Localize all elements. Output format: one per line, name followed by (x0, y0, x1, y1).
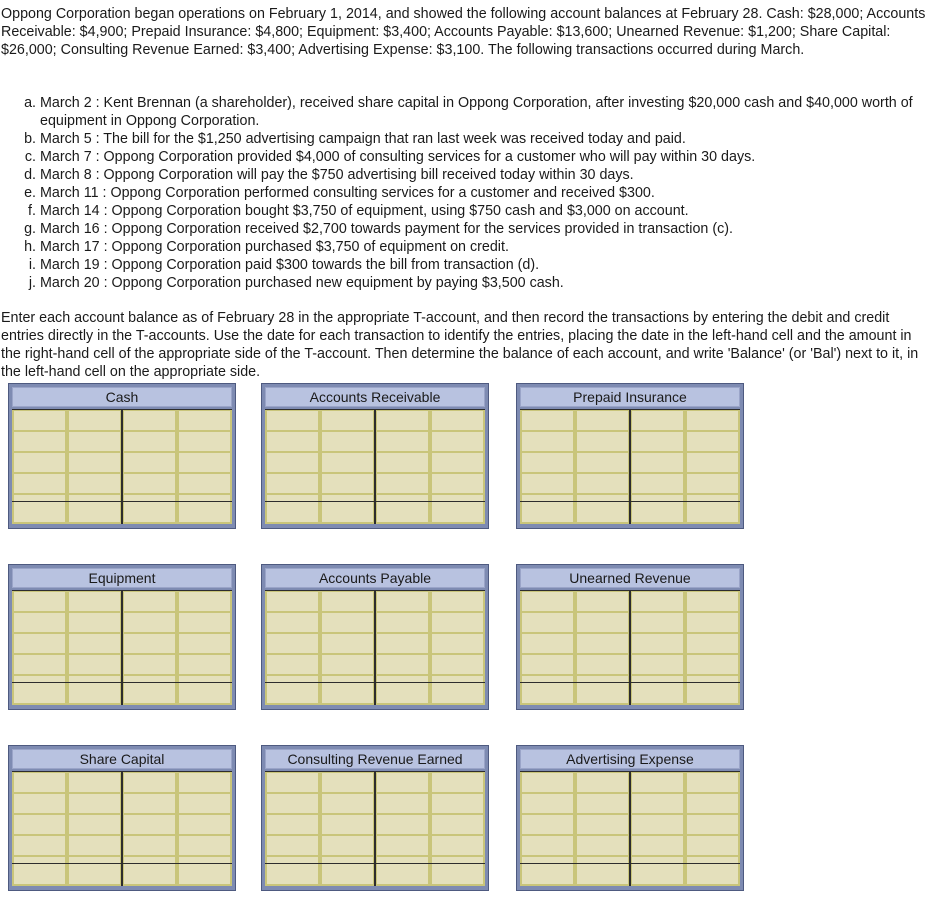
transaction-text: March 11 : Oppong Corporation performed consulting services for a customer and received $300. (40, 185, 655, 201)
entry-cell[interactable] (322, 655, 373, 674)
balance-cell[interactable] (267, 684, 318, 703)
entry-cell[interactable] (687, 453, 738, 472)
t-account-title: Unearned Revenue (520, 568, 740, 588)
entry-cell[interactable] (267, 613, 318, 632)
transaction-text: March 7 : Oppong Corporation provided $4,000 of consulting services for a customer who will pay within 30 days. (40, 149, 756, 165)
entry-cell[interactable] (377, 815, 428, 834)
balance-cell[interactable] (432, 865, 483, 884)
entry-cell[interactable] (377, 634, 428, 653)
entry-cell[interactable] (687, 613, 738, 632)
transaction-item (22, 184, 922, 202)
transaction-item (22, 166, 922, 184)
t-divider (374, 409, 376, 524)
t-account (261, 564, 489, 710)
entry-cell[interactable] (124, 411, 175, 430)
entry-cell[interactable] (267, 411, 318, 430)
entry-cell[interactable] (14, 432, 65, 451)
entry-cell[interactable] (69, 613, 120, 632)
entry-cell[interactable] (179, 655, 230, 674)
t-account-grid (12, 409, 232, 524)
entry-cell[interactable] (687, 411, 738, 430)
transaction-text: March 17 : Oppong Corporation purchased $3,750 of equipment on credit. (40, 239, 509, 255)
entry-cell[interactable] (632, 453, 683, 472)
balance-cell[interactable] (69, 865, 120, 884)
entry-cell[interactable] (687, 773, 738, 792)
entry-cell[interactable] (522, 815, 573, 834)
entry-cell[interactable] (267, 773, 318, 792)
t-divider (629, 590, 631, 705)
transaction-item (22, 238, 922, 256)
transaction-item (22, 94, 922, 130)
transaction-letter: i. (28, 257, 36, 273)
entry-cell[interactable] (522, 411, 573, 430)
transaction-item (22, 274, 922, 292)
transaction-item (22, 148, 922, 166)
entry-cell[interactable] (179, 634, 230, 653)
entry-cell[interactable] (179, 794, 230, 813)
entry-cell[interactable] (432, 655, 483, 674)
balance-cell[interactable] (124, 503, 175, 522)
transaction-text: March 8 : Oppong Corporation will pay the $750 advertising bill received today within 30 days. (40, 167, 634, 183)
entry-cell[interactable] (322, 634, 373, 653)
transaction-letter: c. (24, 149, 36, 165)
entry-cell[interactable] (687, 815, 738, 834)
entry-cell[interactable] (124, 634, 175, 653)
entry-cell[interactable] (124, 592, 175, 611)
balance-cell[interactable] (522, 865, 573, 884)
t-divider (121, 590, 123, 705)
entry-cell[interactable] (124, 815, 175, 834)
balance-cell[interactable] (687, 865, 738, 884)
transaction-letter: e. (24, 185, 36, 201)
entry-cell[interactable] (322, 411, 373, 430)
t-account (516, 745, 744, 891)
balance-cell[interactable] (267, 865, 318, 884)
entry-cell[interactable] (687, 474, 738, 493)
entry-cell[interactable] (577, 794, 628, 813)
t-account (8, 564, 236, 710)
entry-cell[interactable] (377, 655, 428, 674)
t-account-title: Accounts Receivable (265, 387, 485, 407)
entry-cell[interactable] (432, 815, 483, 834)
entry-cell[interactable] (69, 453, 120, 472)
entry-cell[interactable] (267, 453, 318, 472)
entry-cell[interactable] (432, 613, 483, 632)
entry-cell[interactable] (632, 655, 683, 674)
entry-cell[interactable] (687, 432, 738, 451)
entry-cell[interactable] (267, 474, 318, 493)
transaction-letter: f. (28, 203, 36, 219)
entry-cell[interactable] (124, 474, 175, 493)
entry-cell[interactable] (124, 432, 175, 451)
t-account-grid (520, 771, 740, 886)
t-account-title: Accounts Payable (265, 568, 485, 588)
t-account-grid (520, 590, 740, 705)
entry-cell[interactable] (267, 592, 318, 611)
entry-cell[interactable] (377, 453, 428, 472)
entry-cell[interactable] (577, 613, 628, 632)
entry-cell[interactable] (179, 773, 230, 792)
entry-cell[interactable] (632, 474, 683, 493)
balance-cell[interactable] (14, 684, 65, 703)
entry-cell[interactable] (522, 836, 573, 855)
entry-cell[interactable] (14, 613, 65, 632)
entry-cell[interactable] (14, 453, 65, 472)
entry-cell[interactable] (69, 592, 120, 611)
entry-cell[interactable] (687, 634, 738, 653)
balance-cell[interactable] (577, 503, 628, 522)
entry-cell[interactable] (14, 773, 65, 792)
balance-cell[interactable] (632, 865, 683, 884)
entry-cell[interactable] (522, 613, 573, 632)
entry-cell[interactable] (687, 592, 738, 611)
entry-cell[interactable] (322, 432, 373, 451)
balance-cell[interactable] (632, 684, 683, 703)
entry-cell[interactable] (14, 592, 65, 611)
transaction-text: March 2 : Kent Brennan (a shareholder), received share capital in Oppong Corporation, after investing $20,000 cash and $40,000 worth of equipment in Oppong Corporation. (40, 95, 913, 129)
entry-cell[interactable] (69, 773, 120, 792)
balance-cell[interactable] (267, 503, 318, 522)
entry-cell[interactable] (179, 613, 230, 632)
entry-cell[interactable] (267, 655, 318, 674)
balance-cell[interactable] (69, 503, 120, 522)
entry-cell[interactable] (322, 836, 373, 855)
entry-cell[interactable] (577, 836, 628, 855)
t-divider (629, 771, 631, 886)
entry-cell[interactable] (179, 592, 230, 611)
t-account-grid (265, 590, 485, 705)
balance-cell[interactable] (322, 865, 373, 884)
entry-cell[interactable] (632, 432, 683, 451)
t-account-grid (12, 590, 232, 705)
entry-cell[interactable] (267, 634, 318, 653)
entry-cell[interactable] (322, 592, 373, 611)
balance-cell[interactable] (14, 865, 65, 884)
entry-cell[interactable] (432, 794, 483, 813)
entry-cell[interactable] (687, 655, 738, 674)
entry-cell[interactable] (124, 655, 175, 674)
balance-cell[interactable] (432, 684, 483, 703)
entry-cell[interactable] (267, 815, 318, 834)
entry-cell[interactable] (69, 474, 120, 493)
balance-cell[interactable] (322, 684, 373, 703)
balance-cell[interactable] (179, 865, 230, 884)
balance-cell[interactable] (124, 865, 175, 884)
balance-cell[interactable] (377, 503, 428, 522)
entry-cell[interactable] (577, 432, 628, 451)
entry-cell[interactable] (577, 773, 628, 792)
entry-cell[interactable] (14, 411, 65, 430)
transaction-item (22, 130, 922, 148)
entry-cell[interactable] (522, 592, 573, 611)
instructions-text: Enter each account balance as of February 28 in the appropriate T-account, and then record the transactions by entering the debit and credit entries directly in the T-accounts. Use the date for each transaction to identify the entries, placing the date in the left-hand cell and the amount in the right-hand cell of the appropriate side of the T-account. Then determine the balance of each account, and write 'Balance' (or 'Bal') next to it, in the left-hand cell on the appropriate side. (1, 310, 919, 380)
entry-cell[interactable] (432, 474, 483, 493)
entry-cell[interactable] (577, 634, 628, 653)
t-account-grid (12, 771, 232, 886)
t-account-title: Prepaid Insurance (520, 387, 740, 407)
balance-cell[interactable] (14, 503, 65, 522)
transaction-item (22, 202, 922, 220)
balance-cell[interactable] (69, 684, 120, 703)
entry-cell[interactable] (432, 836, 483, 855)
entry-cell[interactable] (632, 634, 683, 653)
entry-cell[interactable] (432, 432, 483, 451)
entry-cell[interactable] (69, 794, 120, 813)
entry-cell[interactable] (69, 815, 120, 834)
entry-cell[interactable] (577, 815, 628, 834)
entry-cell[interactable] (377, 592, 428, 611)
transaction-letter: g. (24, 221, 36, 237)
transaction-text: March 20 : Oppong Corporation purchased new equipment by paying $3,500 cash. (40, 275, 564, 291)
entry-cell[interactable] (69, 634, 120, 653)
entry-cell[interactable] (69, 836, 120, 855)
balance-cell[interactable] (687, 684, 738, 703)
balance-cell[interactable] (577, 865, 628, 884)
entry-cell[interactable] (632, 592, 683, 611)
transaction-text: March 16 : Oppong Corporation received $2,700 towards payment for the services provided in transaction (c). (40, 221, 733, 237)
entry-cell[interactable] (577, 592, 628, 611)
entry-cell[interactable] (267, 836, 318, 855)
entry-cell[interactable] (377, 411, 428, 430)
entry-cell[interactable] (179, 474, 230, 493)
transaction-text: March 14 : Oppong Corporation bought $3,750 of equipment, using $750 cash and $3,000 on account. (40, 203, 689, 219)
balance-cell[interactable] (687, 503, 738, 522)
entry-cell[interactable] (377, 794, 428, 813)
t-divider (121, 409, 123, 524)
entry-cell[interactable] (522, 794, 573, 813)
t-account-title: Consulting Revenue Earned (265, 749, 485, 769)
entry-cell[interactable] (632, 773, 683, 792)
entry-cell[interactable] (377, 836, 428, 855)
transaction-list (22, 94, 922, 292)
entry-cell[interactable] (124, 794, 175, 813)
t-account (261, 745, 489, 891)
balance-cell[interactable] (377, 865, 428, 884)
entry-cell[interactable] (14, 655, 65, 674)
entry-cell[interactable] (432, 592, 483, 611)
problem-intro: Oppong Corporation began operations on February 1, 2014, and showed the following account balances at February 28. Cash: $28,000; Accounts Receivable: $4,900; Prepaid Insurance: $4,800; Equipment: $3,400; Accounts Payable: $13,600; Unearned Revenue: $1,200; Share Capital: $26,000; Consulting Revenue Earned: $3,400; Advertising Expense: $3,100. The following transactions occurred during March. (1, 6, 926, 58)
entry-cell[interactable] (322, 474, 373, 493)
entry-cell[interactable] (632, 411, 683, 430)
entry-cell[interactable] (69, 432, 120, 451)
entry-cell[interactable] (322, 453, 373, 472)
entry-cell[interactable] (69, 655, 120, 674)
entry-cell[interactable] (632, 836, 683, 855)
entry-cell[interactable] (179, 815, 230, 834)
entry-cell[interactable] (522, 773, 573, 792)
entry-cell[interactable] (322, 613, 373, 632)
t-account (8, 383, 236, 529)
entry-cell[interactable] (377, 474, 428, 493)
balance-cell[interactable] (124, 684, 175, 703)
entry-cell[interactable] (179, 411, 230, 430)
entry-cell[interactable] (179, 453, 230, 472)
entry-cell[interactable] (522, 634, 573, 653)
transaction-item (22, 220, 922, 238)
entry-cell[interactable] (522, 453, 573, 472)
entry-cell[interactable] (179, 836, 230, 855)
balance-cell[interactable] (179, 503, 230, 522)
entry-cell[interactable] (124, 613, 175, 632)
entry-cell[interactable] (577, 474, 628, 493)
balance-cell[interactable] (577, 684, 628, 703)
t-divider (629, 409, 631, 524)
balance-cell[interactable] (522, 503, 573, 522)
entry-cell[interactable] (322, 794, 373, 813)
entry-cell[interactable] (377, 773, 428, 792)
t-account (516, 564, 744, 710)
entry-cell[interactable] (14, 474, 65, 493)
transaction-text: March 19 : Oppong Corporation paid $300 towards the bill from transaction (d). (40, 257, 540, 273)
transaction-letter: b. (24, 131, 36, 147)
entry-cell[interactable] (267, 432, 318, 451)
balance-cell[interactable] (179, 684, 230, 703)
entry-cell[interactable] (432, 453, 483, 472)
balance-cell[interactable] (632, 503, 683, 522)
entry-cell[interactable] (432, 411, 483, 430)
entry-cell[interactable] (322, 773, 373, 792)
t-account-title: Equipment (12, 568, 232, 588)
balance-cell[interactable] (432, 503, 483, 522)
entry-cell[interactable] (14, 836, 65, 855)
entry-cell[interactable] (632, 794, 683, 813)
t-account-title: Cash (12, 387, 232, 407)
t-divider (374, 590, 376, 705)
entry-cell[interactable] (377, 432, 428, 451)
entry-cell[interactable] (124, 836, 175, 855)
balance-cell[interactable] (522, 684, 573, 703)
entry-cell[interactable] (687, 794, 738, 813)
entry-cell[interactable] (267, 794, 318, 813)
transaction-text: March 5 : The bill for the $1,250 advertising campaign that ran last week was received today and paid. (40, 131, 686, 147)
transaction-letter: j. (28, 275, 36, 291)
t-divider (121, 771, 123, 886)
transaction-letter: h. (24, 239, 36, 255)
transaction-item (22, 256, 922, 274)
entry-cell[interactable] (432, 634, 483, 653)
t-account-title: Share Capital (12, 749, 232, 769)
t-account-grid (265, 409, 485, 524)
entry-cell[interactable] (124, 453, 175, 472)
entry-cell[interactable] (522, 432, 573, 451)
entry-cell[interactable] (577, 655, 628, 674)
entry-cell[interactable] (69, 411, 120, 430)
entry-cell[interactable] (179, 432, 230, 451)
entry-cell[interactable] (577, 411, 628, 430)
transaction-letter: d. (24, 167, 36, 183)
entry-cell[interactable] (377, 613, 428, 632)
balance-cell[interactable] (322, 503, 373, 522)
t-account-grid (520, 409, 740, 524)
entry-cell[interactable] (522, 655, 573, 674)
entry-cell[interactable] (632, 815, 683, 834)
entry-cell[interactable] (687, 836, 738, 855)
balance-cell[interactable] (377, 684, 428, 703)
entry-cell[interactable] (124, 773, 175, 792)
t-divider (374, 771, 376, 886)
entry-cell[interactable] (522, 474, 573, 493)
entry-cell[interactable] (632, 613, 683, 632)
entry-cell[interactable] (577, 453, 628, 472)
t-account (8, 745, 236, 891)
entry-cell[interactable] (432, 773, 483, 792)
t-account-title: Advertising Expense (520, 749, 740, 769)
t-account (516, 383, 744, 529)
entry-cell[interactable] (322, 815, 373, 834)
t-account-grid (265, 771, 485, 886)
entry-cell[interactable] (14, 815, 65, 834)
entry-cell[interactable] (14, 794, 65, 813)
entry-cell[interactable] (14, 634, 65, 653)
t-account (261, 383, 489, 529)
transaction-letter: a. (24, 95, 36, 111)
